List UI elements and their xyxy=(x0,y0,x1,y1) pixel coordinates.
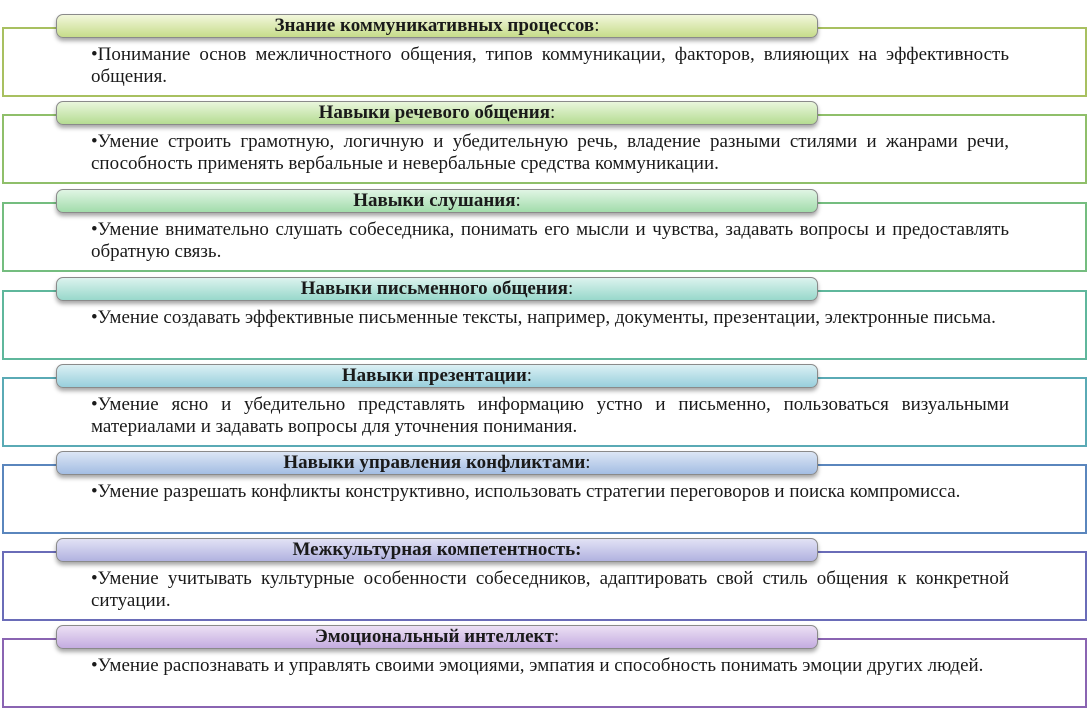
section-description: •Умение разрешать конфликты конструктивно, использовать стратегии переговоров и поиска компромисса. xyxy=(91,481,961,502)
section-title: Навыки презентации xyxy=(341,365,527,386)
section-title-suffix: : xyxy=(526,365,533,386)
section-speech-skills xyxy=(0,101,1091,191)
section-emotional-intelligence xyxy=(0,625,1091,715)
section-description: •Понимание основ межличностного общения, типов коммуникации, факторов, влияющих на эффективность общения. xyxy=(91,44,1009,87)
section-title-suffix: : xyxy=(567,278,574,299)
section-title-suffix: : xyxy=(515,190,521,211)
section-title-suffix: : xyxy=(585,452,591,473)
section-title: Межкультурная компетентность: xyxy=(292,539,582,560)
section-header xyxy=(56,189,818,213)
section-header xyxy=(56,364,818,388)
section-description: •Умение учитывать культурные особенности собеседников, адаптировать свой стиль общения к конкретной ситуации. xyxy=(91,568,1009,611)
section-header xyxy=(56,625,818,649)
section-description: •Умение создавать эффективные письменные тексты, например, документы, презентации, электронные письма. xyxy=(91,307,996,328)
section-presentation-skills xyxy=(0,364,1091,454)
section-title: Эмоциональный интеллект xyxy=(314,626,554,647)
section-title: Знание коммуникативных процессов xyxy=(274,15,595,36)
section-header xyxy=(56,14,818,38)
section-description: •Умение ясно и убедительно представлять информацию устно и письменно, пользоваться визуальными материалами и задавать вопросы для уточнения понимания. xyxy=(91,394,1009,437)
section-title-suffix: : xyxy=(550,102,556,123)
section-description: •Умение строить грамотную, логичную и убедительную речь, владение разными стилями и жанрами речи, способность применять вербальные и невербальные средства коммуникации. xyxy=(91,131,1009,174)
section-description: •Умение внимательно слушать собеседника, понимать его мысли и чувства, задавать вопросы и предоставлять обратную связь. xyxy=(91,219,1009,262)
section-header xyxy=(56,538,818,562)
section-intercultural-competence xyxy=(0,538,1091,628)
section-title-suffix: : xyxy=(553,626,560,647)
section-listening-skills xyxy=(0,189,1091,279)
section-title: Навыки речевого общения xyxy=(318,102,551,123)
section-communication-knowledge xyxy=(0,14,1091,104)
section-description: •Умение распознавать и управлять своими эмоциями, эмпатия и способность понимать эмоции других людей. xyxy=(91,655,984,676)
section-title: Навыки управления конфликтами xyxy=(283,452,586,473)
section-header xyxy=(56,101,818,125)
section-header xyxy=(56,451,818,475)
section-title: Навыки слушания xyxy=(353,190,516,211)
section-conflict-management xyxy=(0,451,1091,541)
section-writing-skills xyxy=(0,277,1091,367)
section-header xyxy=(56,277,818,301)
section-title-suffix: : xyxy=(594,15,600,36)
section-title: Навыки письменного общения xyxy=(300,278,568,299)
